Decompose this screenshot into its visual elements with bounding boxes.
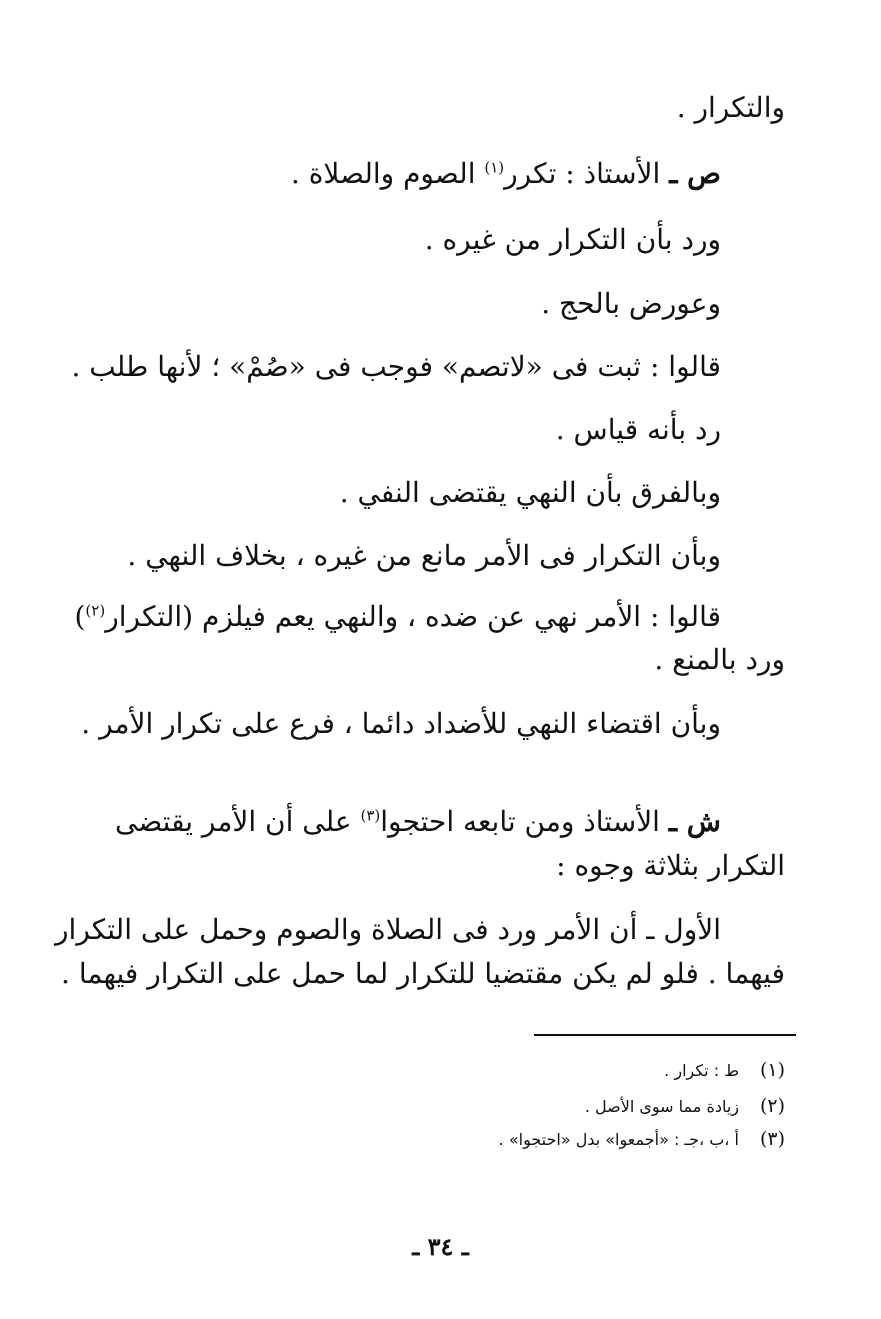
text-line-8: وبأن التكرار فى الأمر مانع من غيره ، بخلاف النهي . — [127, 539, 721, 572]
text-line-14: الأول ـ أن الأمر ورد فى الصلاة والصوم وحمل على التكرار — [55, 913, 721, 946]
footnote-text: زيادة مما سوى الأصل . — [584, 1097, 739, 1116]
footnote-1 — [664, 1058, 785, 1083]
footnote-text: أ ،ب ،جـ : «أجمعوا» بدل «احتجوا» . — [498, 1130, 739, 1149]
footnote-ref-1: (١) — [484, 158, 505, 177]
footnote-ref-2: (٢) — [85, 601, 106, 620]
text-line-3: ورد بأن التكرار من غيره . — [424, 223, 721, 256]
text-line-10: ورد بالمنع . — [654, 643, 785, 676]
footnote-2 — [585, 1094, 785, 1119]
footnote-text: ط : تكرار . — [664, 1061, 739, 1080]
text-line-11: وبأن اقتضاء النهي للأضداد دائما ، فرع على تكرار الأمر . — [81, 707, 721, 740]
text-segment: الصوم والصلاة . — [290, 157, 485, 190]
text-line-5: قالوا : ثبت فى «لاتصم» فوجب فى «صُمْ» ؛ لأنها طلب . — [71, 350, 721, 383]
text-line-12 — [115, 802, 721, 842]
text-segment: الأستاذ ومن تابعه احتجوا — [380, 805, 669, 838]
footnote-3 — [499, 1127, 785, 1152]
page-number: ـ ٣٤ ـ — [412, 1232, 469, 1261]
text-line-9 — [74, 597, 721, 637]
footnote-divider — [534, 1034, 796, 1036]
text-line-1: والتكرار . — [676, 91, 785, 124]
text-segment: الأستاذ : تكرر — [504, 157, 670, 190]
text-line-2 — [291, 154, 721, 194]
footnote-ref-3: (٣) — [360, 806, 381, 825]
text-line-13: التكرار بثلاثة وجوه : — [556, 849, 785, 882]
text-line-4: وعورض بالحج . — [541, 287, 721, 320]
section-marker-sad: ص ـ — [669, 157, 721, 190]
text-segment: قالوا : الأمر نهي عن ضده ، والنهي يعم فيلزم (التكرار — [105, 600, 721, 633]
section-marker-shin: ش ـ — [668, 805, 721, 838]
footnote-number: (٢) — [759, 1095, 785, 1117]
text-line-15: فيهما . فلو لم يكن مقتضيا للتكرار لما حمل على التكرار فيهما . — [61, 957, 785, 990]
text-segment: على أن الأمر يقتضى — [115, 805, 361, 838]
text-line-7: وبالفرق بأن النهي يقتضى النفي . — [339, 476, 721, 509]
text-line-6: رد بأنه قياس . — [555, 413, 721, 446]
footnote-number: (١) — [759, 1059, 785, 1081]
footnote-number: (٣) — [759, 1128, 785, 1150]
text-segment: ) — [74, 600, 86, 633]
